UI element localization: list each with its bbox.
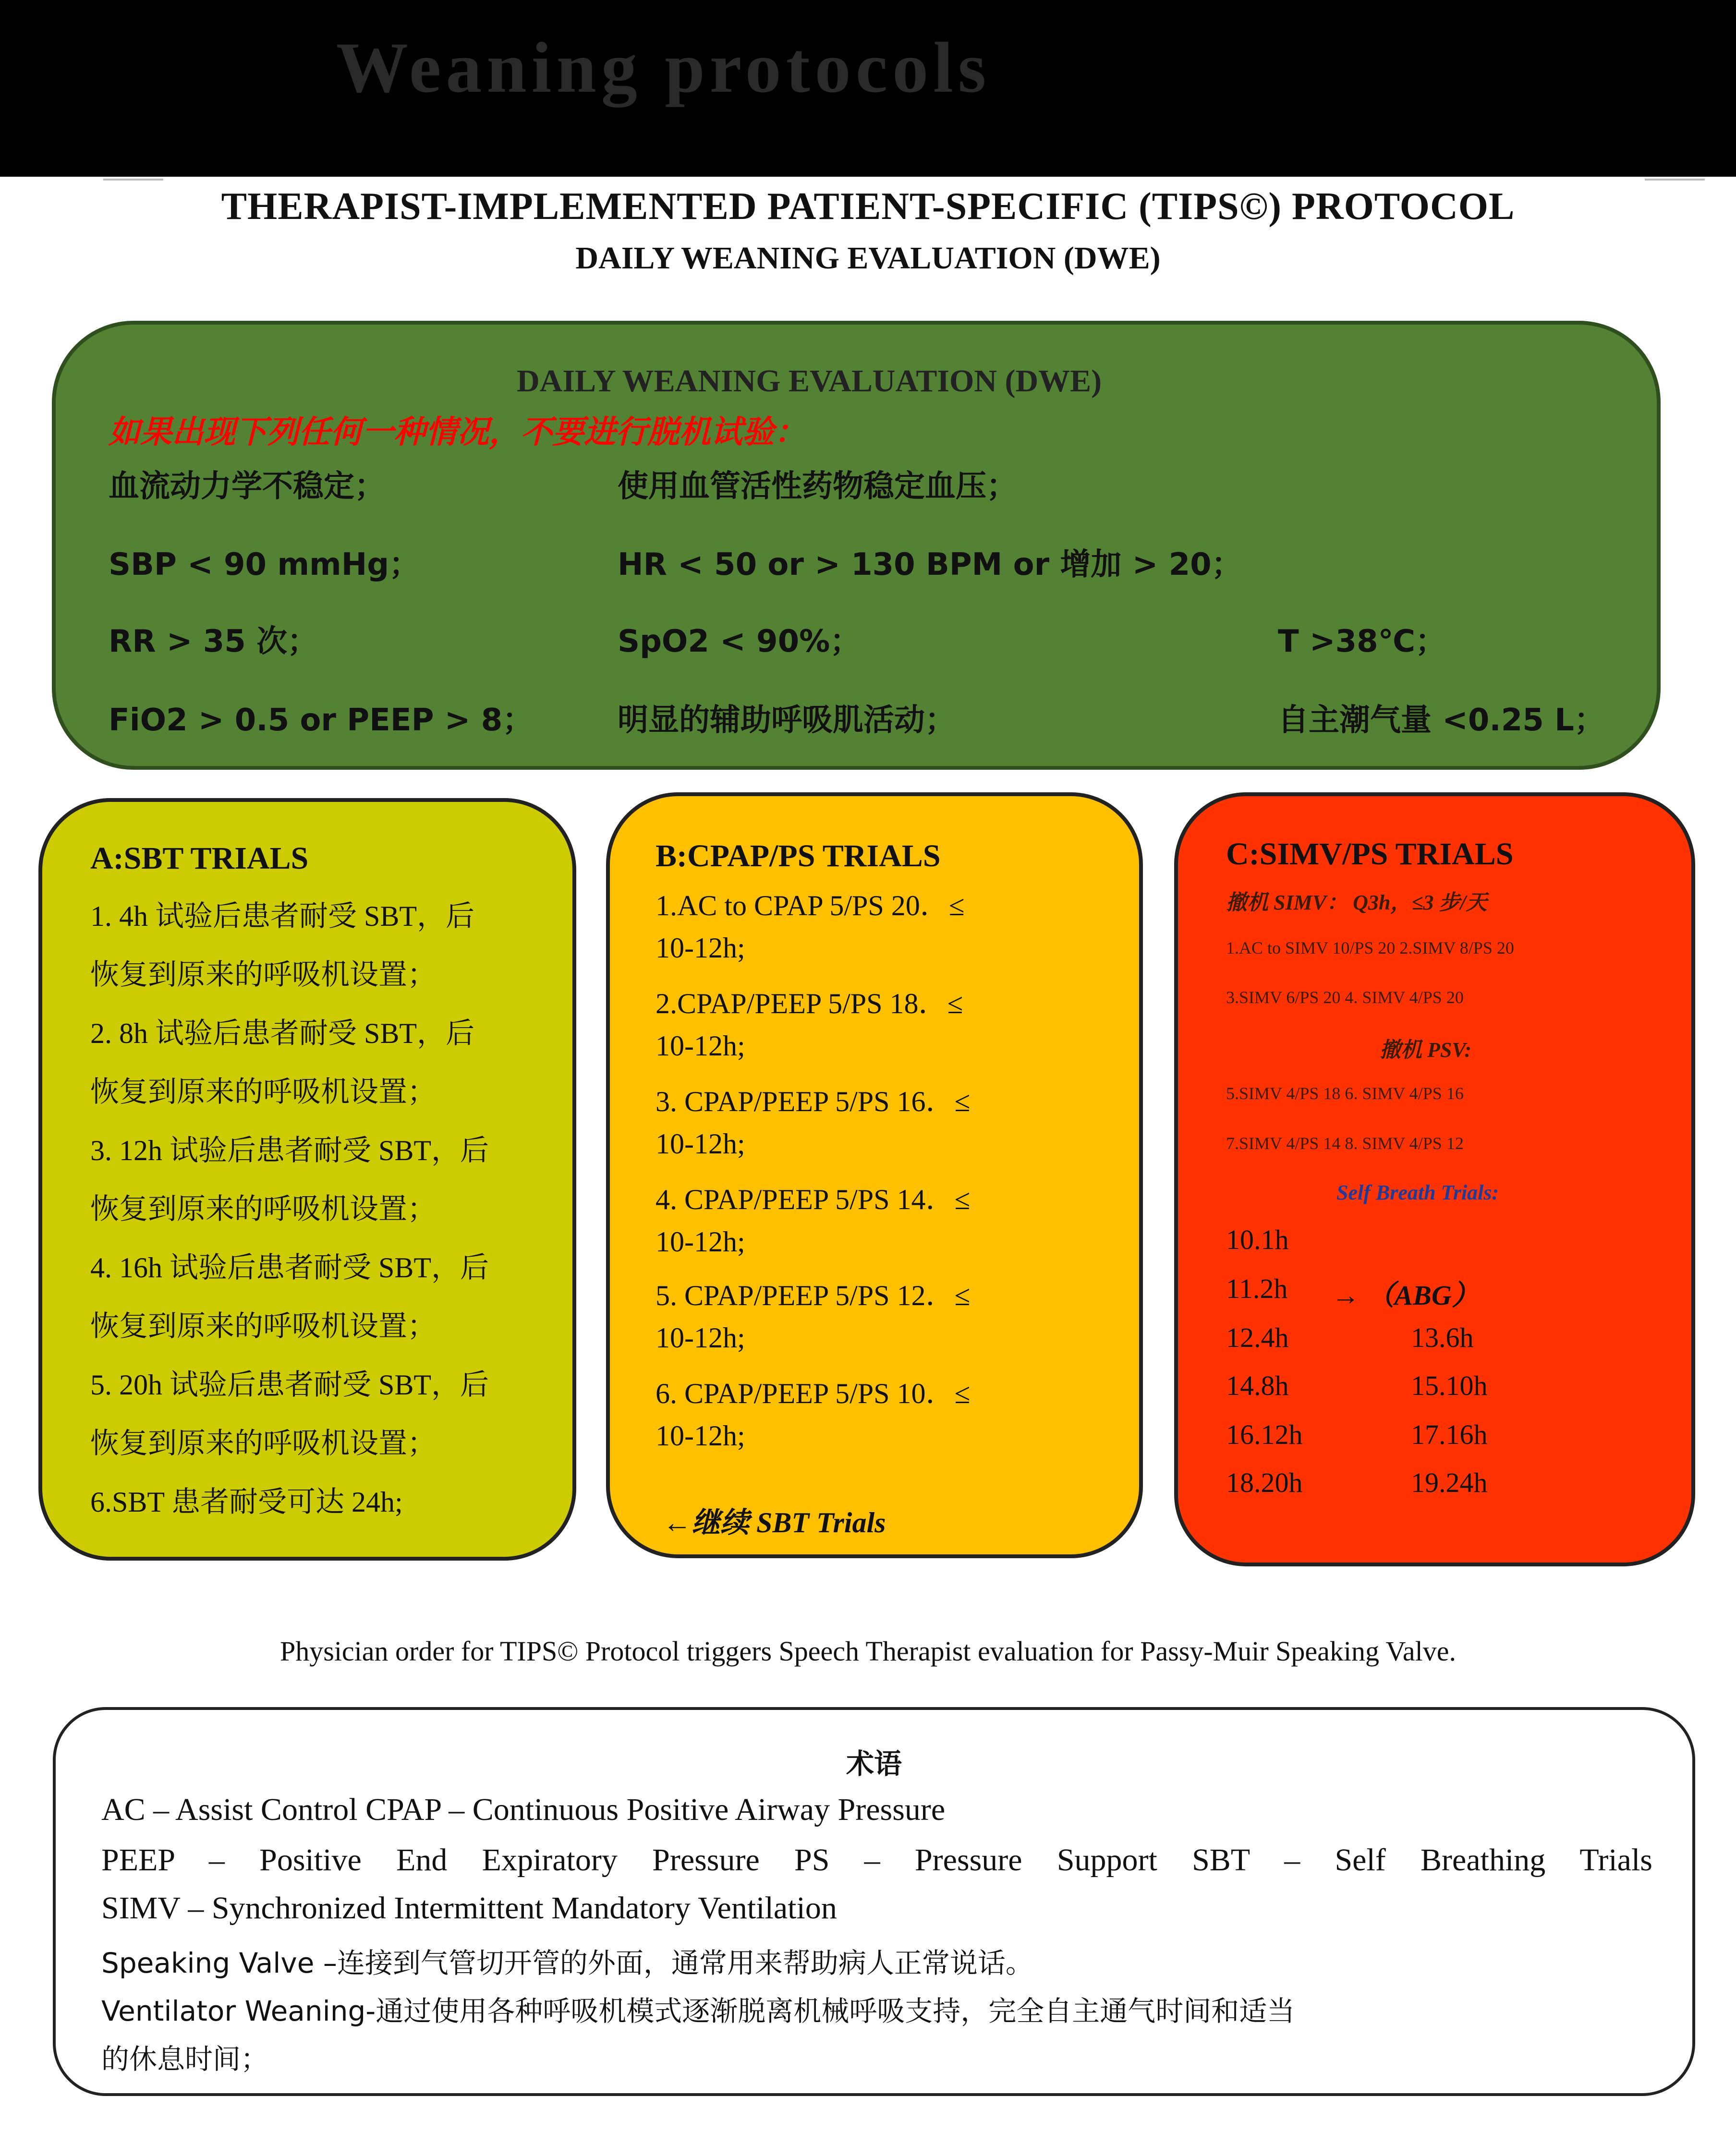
cpap-trial-line: 6. CPAP/PEEP 5/PS 10．≤	[656, 1378, 971, 1409]
cpap-ps-trials-heading: B:CPAP/PS TRIALS	[656, 838, 941, 873]
dwe-criterion: SpO2 < 90%；	[618, 624, 861, 659]
sbt-trial-line: 1. 4h 试验后患者耐受 SBT，后	[90, 900, 475, 932]
cpap-trial-line: 10-12h;	[656, 1226, 745, 1258]
cpap-trial-line: 5. CPAP/PEEP 5/PS 12．≤	[656, 1280, 971, 1311]
sbt-trial-line: 5. 20h 试验后患者耐受 SBT，后	[90, 1369, 489, 1401]
psv-weaning-label: 撤机 PSV:	[1380, 1038, 1472, 1062]
glossary-ventilator-weaning-cont: 的休息时间；	[101, 2043, 269, 2075]
glossary-line: AC – Assist Control CPAP – Continuous Positive Airway Pressure	[101, 1792, 946, 1827]
trial-time: 11.2h	[1226, 1273, 1288, 1304]
simv-step-line: 3.SIMV 6/PS 20 4. SIMV 4/PS 20	[1226, 988, 1464, 1007]
dwe-criterion: 明显的辅助呼吸肌活动；	[618, 703, 956, 738]
glossary-line: PEEP – Positive End Expiratory Pressure PS – Pressure Support SBT – Self Breathing Trials	[101, 1842, 1652, 1878]
sbt-trial-line: 4. 16h 试验后患者耐受 SBT，后	[90, 1252, 489, 1284]
trial-time: 16.12h	[1226, 1419, 1303, 1450]
sbt-trial-line: 恢复到原来的呼吸机设置；	[90, 1310, 436, 1342]
cpap-trial-line: 3. CPAP/PEEP 5/PS 16．≤	[656, 1086, 971, 1117]
trial-time: 10.1h	[1226, 1224, 1289, 1255]
dwe-criterion: T >38℃；	[1278, 624, 1446, 659]
dwe-warning: 如果出现下列任何一种情况，不要进行脱机试验：	[109, 413, 806, 450]
document-title: THERAPIST-IMPLEMENTED PATIENT-SPECIFIC (TIPS©) PROTOCOL	[221, 185, 1515, 228]
simv-ps-trials-heading: C:SIMV/PS TRIALS	[1226, 836, 1514, 872]
cpap-trial-line: 4. CPAP/PEEP 5/PS 14．≤	[656, 1184, 971, 1215]
dwe-criterion: SBP < 90 mmHg；	[109, 547, 420, 582]
dwe-criterion: RR > 35 次；	[109, 624, 318, 659]
glossary-speaking-valve: Speaking Valve –连接到气管切开管的外面，通常用来帮助病人正常说话。	[101, 1947, 1033, 1979]
glossary-ventilator-weaning: Ventilator Weaning-通过使用各种呼吸机模式逐渐脱离机械呼吸支持，完全自主通气时间和适当	[101, 1995, 1295, 2027]
trial-time: 12.4h	[1226, 1322, 1289, 1353]
glossary-title: 术语	[846, 1747, 902, 1780]
dwe-criterion: 血流动力学不稳定；	[109, 469, 385, 504]
sbt-trial-line: 恢复到原来的呼吸机设置；	[90, 959, 436, 991]
cpap-trial-line: 1.AC to CPAP 5/PS 20．≤	[656, 890, 965, 921]
trial-time: 18.20h	[1226, 1467, 1303, 1498]
continue-sbt-note: ←继续 SBT Trials	[663, 1507, 886, 1539]
cpap-trial-line: 10-12h;	[656, 1322, 745, 1354]
dwe-criterion: 使用血管活性药物稳定血压；	[618, 469, 1017, 504]
daily-weaning-evaluation-box	[52, 321, 1661, 770]
margin-mark	[103, 179, 163, 181]
sbt-trials-box	[38, 798, 576, 1561]
sbt-trial-line: 恢复到原来的呼吸机设置；	[90, 1193, 436, 1225]
psv-step-line: 7.SIMV 4/PS 14 8. SIMV 4/PS 12	[1226, 1134, 1464, 1153]
trial-time: 17.16h	[1411, 1419, 1488, 1450]
dwe-criterion: HR < 50 or > 130 BPM or 增加 > 20；	[618, 547, 1242, 582]
trial-time: 15.10h	[1411, 1370, 1488, 1401]
abg-note: → （ABG）	[1332, 1280, 1480, 1311]
psv-step-line: 5.SIMV 4/PS 18 6. SIMV 4/PS 16	[1226, 1084, 1464, 1103]
glossary-box	[53, 1707, 1695, 2096]
dwe-criterion: 自主潮气量 <0.25 L；	[1278, 703, 1605, 738]
sbt-trials-heading: A:SBT TRIALS	[90, 841, 309, 876]
cpap-trial-line: 10-12h;	[656, 1030, 745, 1062]
sbt-trial-line: 6.SBT 患者耐受可达 24h;	[90, 1486, 403, 1518]
margin-mark	[1645, 179, 1705, 181]
cpap-trial-line: 10-12h;	[656, 1420, 745, 1452]
glossary-line: SIMV – Synchronized Intermittent Mandatory Ventilation	[101, 1891, 837, 1926]
dwe-criterion: FiO2 > 0.5 or PEEP > 8；	[109, 703, 534, 738]
sbt-trial-line: 恢复到原来的呼吸机设置；	[90, 1428, 436, 1459]
cpap-ps-trials-box	[606, 792, 1143, 1558]
simv-ps-trials-box	[1174, 792, 1695, 1566]
sbt-trial-line: 2. 8h 试验后患者耐受 SBT，后	[90, 1018, 475, 1049]
sbt-trial-line: 3. 12h 试验后患者耐受 SBT，后	[90, 1135, 489, 1166]
physician-note: Physician order for TIPS© Protocol triggers Speech Therapist evaluation for Passy-Muir Speaking Valve.	[279, 1636, 1457, 1667]
simv-step-line: 1.AC to SIMV 10/PS 20 2.SIMV 8/PS 20	[1226, 938, 1514, 957]
sbt-trial-line: 恢复到原来的呼吸机设置；	[90, 1076, 436, 1108]
cpap-trial-line: 10-12h;	[656, 1128, 745, 1160]
trial-time: 19.24h	[1411, 1467, 1488, 1498]
simv-weaning-label: 撤机 SIMV： Q3h，≤3 步/天	[1226, 891, 1487, 914]
cpap-trial-line: 10-12h;	[656, 932, 745, 964]
trial-time: 14.8h	[1226, 1370, 1289, 1401]
self-breath-trials-label: Self Breath Trials:	[1336, 1181, 1499, 1204]
cpap-trial-line: 2.CPAP/PEEP 5/PS 18．≤	[656, 988, 963, 1019]
dwe-heading: DAILY WEANING EVALUATION (DWE)	[517, 364, 1102, 399]
trial-time: 13.6h	[1411, 1322, 1474, 1353]
page-title: Weaning protocols	[336, 28, 991, 108]
document-subtitle: DAILY WEANING EVALUATION (DWE)	[575, 241, 1161, 276]
